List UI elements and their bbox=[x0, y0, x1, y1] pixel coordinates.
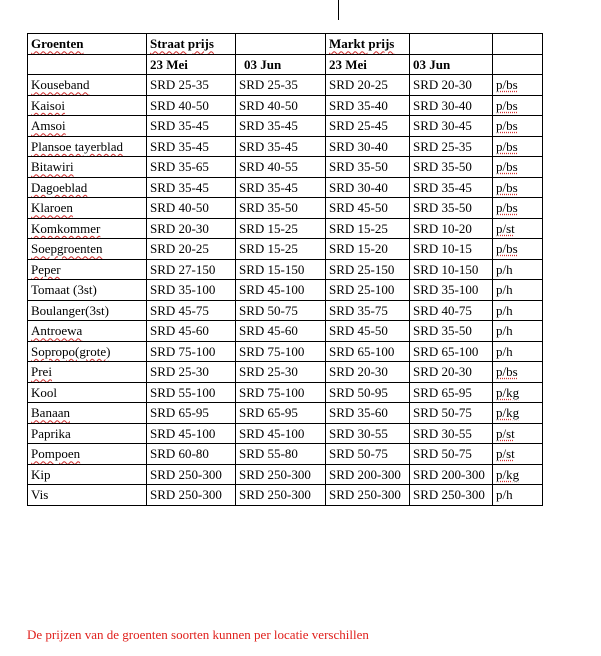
cell-unit-text: p/kg bbox=[496, 384, 520, 400]
cell-markt-23mei-text: SRD 250-300 bbox=[329, 487, 401, 503]
cell-markt-03jun-text: SRD 65-95 bbox=[413, 384, 472, 400]
cell-straat-23mei-text: SRD 35-45 bbox=[150, 179, 209, 195]
cell-straat-03jun-text: SRD 45-100 bbox=[239, 282, 305, 298]
cell-unit bbox=[493, 239, 543, 260]
cell-straat-03jun bbox=[236, 157, 326, 178]
cell-vegetable bbox=[28, 157, 147, 178]
header-row-1 bbox=[28, 34, 543, 55]
cell-straat-23mei bbox=[147, 218, 236, 239]
cell-markt-03jun bbox=[410, 464, 493, 485]
cell-unit bbox=[493, 444, 543, 465]
cell-straat-03jun bbox=[236, 136, 326, 157]
cell-vegetable bbox=[28, 362, 147, 383]
cell-straat-03jun-text: SRD 25-30 bbox=[239, 364, 298, 380]
cell-vegetable bbox=[28, 464, 147, 485]
header-empty-5 bbox=[493, 54, 543, 75]
cell-markt-03jun-text: SRD 10-20 bbox=[413, 220, 472, 236]
cell-markt-03jun bbox=[410, 259, 493, 280]
cell-markt-23mei-text: SRD 35-50 bbox=[329, 159, 388, 175]
cell-unit bbox=[493, 177, 543, 198]
header-empty-2 bbox=[410, 34, 493, 55]
cell-straat-23mei-text: SRD 250-300 bbox=[150, 487, 222, 503]
header-empty-4 bbox=[28, 54, 147, 75]
cell-unit-text: p/h bbox=[496, 261, 513, 277]
cell-straat-23mei bbox=[147, 403, 236, 424]
cell-straat-23mei-text: SRD 45-75 bbox=[150, 302, 209, 318]
cell-straat-03jun-text: SRD 35-45 bbox=[239, 138, 298, 154]
cell-markt-23mei bbox=[326, 280, 410, 301]
cell-unit bbox=[493, 382, 543, 403]
cell-markt-03jun bbox=[410, 95, 493, 116]
cell-markt-23mei-text: SRD 25-45 bbox=[329, 118, 388, 134]
cell-unit bbox=[493, 198, 543, 219]
cell-markt-23mei bbox=[326, 259, 410, 280]
cell-markt-03jun bbox=[410, 362, 493, 383]
cell-straat-03jun bbox=[236, 300, 326, 321]
cell-markt-23mei bbox=[326, 464, 410, 485]
cell-straat-23mei-text: SRD 45-60 bbox=[150, 323, 209, 339]
cell-vegetable bbox=[28, 300, 147, 321]
cell-unit bbox=[493, 341, 543, 362]
cell-unit bbox=[493, 280, 543, 301]
cell-markt-03jun-text: SRD 35-45 bbox=[413, 179, 472, 195]
cell-markt-03jun bbox=[410, 239, 493, 260]
cell-straat-03jun bbox=[236, 423, 326, 444]
cell-straat-03jun bbox=[236, 382, 326, 403]
cell-markt-03jun-text: SRD 200-300 bbox=[413, 466, 485, 482]
cell-markt-03jun bbox=[410, 321, 493, 342]
cell-straat-03jun bbox=[236, 485, 326, 506]
text-cursor bbox=[338, 0, 339, 20]
header-date-4: 03 Jun bbox=[410, 54, 493, 75]
cell-straat-23mei bbox=[147, 259, 236, 280]
cell-markt-03jun-text: SRD 20-30 bbox=[413, 364, 472, 380]
cell-straat-23mei bbox=[147, 177, 236, 198]
cell-straat-23mei bbox=[147, 300, 236, 321]
cell-markt-23mei-text: SRD 30-40 bbox=[329, 179, 388, 195]
cell-straat-03jun bbox=[236, 259, 326, 280]
table-row bbox=[28, 157, 543, 178]
cell-markt-23mei bbox=[326, 239, 410, 260]
cell-straat-03jun bbox=[236, 444, 326, 465]
cell-vegetable-text: Kouseband bbox=[31, 77, 90, 93]
cell-straat-23mei bbox=[147, 239, 236, 260]
cell-straat-23mei bbox=[147, 95, 236, 116]
cell-vegetable-text: Komkommer bbox=[31, 220, 101, 236]
cell-vegetable bbox=[28, 177, 147, 198]
cell-vegetable bbox=[28, 382, 147, 403]
cell-markt-03jun bbox=[410, 177, 493, 198]
cell-straat-03jun-text: SRD 75-100 bbox=[239, 343, 305, 359]
cell-markt-23mei bbox=[326, 403, 410, 424]
table-row bbox=[28, 95, 543, 116]
table-row bbox=[28, 464, 543, 485]
cell-markt-03jun-text: SRD 10-150 bbox=[413, 261, 479, 277]
cell-markt-23mei bbox=[326, 75, 410, 96]
cell-straat-03jun bbox=[236, 95, 326, 116]
cell-unit-text: p/bs bbox=[496, 179, 518, 195]
cell-straat-23mei-text: SRD 65-95 bbox=[150, 405, 209, 421]
header-markt: Markt prijs bbox=[326, 34, 410, 55]
cell-unit-text: p/bs bbox=[496, 241, 518, 257]
cell-markt-23mei bbox=[326, 485, 410, 506]
cell-vegetable bbox=[28, 444, 147, 465]
table-row bbox=[28, 485, 543, 506]
cell-unit bbox=[493, 464, 543, 485]
cell-markt-23mei bbox=[326, 177, 410, 198]
cell-markt-23mei-text: SRD 30-55 bbox=[329, 425, 388, 441]
cell-markt-03jun-text: SRD 35-50 bbox=[413, 323, 472, 339]
cell-unit bbox=[493, 136, 543, 157]
cell-straat-23mei bbox=[147, 198, 236, 219]
cell-markt-23mei-text: SRD 30-40 bbox=[329, 138, 388, 154]
cell-markt-23mei-text: SRD 35-75 bbox=[329, 302, 388, 318]
cell-straat-03jun bbox=[236, 362, 326, 383]
cell-vegetable bbox=[28, 280, 147, 301]
cell-markt-23mei bbox=[326, 321, 410, 342]
cell-vegetable bbox=[28, 423, 147, 444]
cell-markt-23mei-text: SRD 200-300 bbox=[329, 466, 401, 482]
cell-unit-text: p/h bbox=[496, 302, 513, 318]
cell-markt-03jun bbox=[410, 75, 493, 96]
cell-vegetable-text: Antroewa bbox=[31, 323, 83, 339]
cell-vegetable bbox=[28, 341, 147, 362]
cell-markt-03jun-text: SRD 30-55 bbox=[413, 425, 472, 441]
cell-straat-23mei-text: SRD 25-30 bbox=[150, 364, 209, 380]
cell-straat-23mei bbox=[147, 382, 236, 403]
cell-unit bbox=[493, 321, 543, 342]
cell-straat-23mei-text: SRD 35-65 bbox=[150, 159, 209, 175]
cell-unit-text: p/h bbox=[496, 282, 513, 298]
cell-markt-23mei bbox=[326, 382, 410, 403]
cell-unit bbox=[493, 403, 543, 424]
cell-vegetable-text: Tomaat (3st) bbox=[31, 282, 97, 298]
table-row bbox=[28, 423, 543, 444]
cell-straat-03jun-text: SRD 50-75 bbox=[239, 302, 298, 318]
cell-markt-23mei bbox=[326, 95, 410, 116]
cell-unit-text: p/bs bbox=[496, 159, 518, 175]
table-row bbox=[28, 116, 543, 137]
cell-markt-03jun-text: SRD 40-75 bbox=[413, 302, 472, 318]
cell-vegetable-text: Prei bbox=[31, 364, 52, 380]
cell-straat-03jun bbox=[236, 218, 326, 239]
cell-unit bbox=[493, 300, 543, 321]
cell-straat-03jun-text: SRD 40-55 bbox=[239, 159, 298, 175]
cell-markt-03jun-text: SRD 25-35 bbox=[413, 138, 472, 154]
cell-markt-23mei-text: SRD 45-50 bbox=[329, 323, 388, 339]
cell-straat-23mei bbox=[147, 341, 236, 362]
cell-markt-23mei-text: SRD 20-30 bbox=[329, 364, 388, 380]
cell-straat-03jun-text: SRD 15-25 bbox=[239, 220, 298, 236]
cell-unit-text: p/bs bbox=[496, 118, 518, 134]
cell-straat-23mei-text: SRD 27-150 bbox=[150, 261, 216, 277]
header-empty-1 bbox=[236, 34, 326, 55]
cell-vegetable-text: Kool bbox=[31, 384, 57, 400]
cell-markt-23mei bbox=[326, 157, 410, 178]
cell-vegetable-text: Boulanger(3st) bbox=[31, 302, 109, 318]
cell-straat-23mei-text: SRD 55-100 bbox=[150, 384, 216, 400]
cell-unit bbox=[493, 157, 543, 178]
cell-vegetable bbox=[28, 95, 147, 116]
cell-vegetable-text: Amsoi bbox=[31, 118, 66, 134]
cell-markt-23mei-text: SRD 50-95 bbox=[329, 384, 388, 400]
header-vegetable: Groenten bbox=[28, 34, 147, 55]
cell-straat-23mei bbox=[147, 321, 236, 342]
cell-straat-23mei bbox=[147, 75, 236, 96]
cell-markt-23mei bbox=[326, 116, 410, 137]
cell-unit-text: p/kg bbox=[496, 466, 520, 482]
cell-unit bbox=[493, 75, 543, 96]
cell-unit-text: p/st bbox=[496, 446, 515, 462]
cell-straat-03jun-text: SRD 75-100 bbox=[239, 384, 305, 400]
cell-unit-text: p/h bbox=[496, 323, 513, 339]
cell-markt-03jun bbox=[410, 116, 493, 137]
cell-straat-23mei-text: SRD 40-50 bbox=[150, 97, 209, 113]
cell-markt-03jun bbox=[410, 341, 493, 362]
table-row bbox=[28, 259, 543, 280]
cell-markt-23mei-text: SRD 35-60 bbox=[329, 405, 388, 421]
cell-straat-03jun bbox=[236, 341, 326, 362]
cell-vegetable-text: Peper bbox=[31, 261, 61, 277]
cell-markt-03jun bbox=[410, 157, 493, 178]
cell-vegetable bbox=[28, 75, 147, 96]
cell-unit-text: p/bs bbox=[496, 138, 518, 154]
cell-unit bbox=[493, 362, 543, 383]
cell-straat-23mei bbox=[147, 136, 236, 157]
cell-straat-23mei bbox=[147, 485, 236, 506]
price-table-body bbox=[28, 34, 543, 506]
cell-markt-23mei-text: SRD 20-25 bbox=[329, 77, 388, 93]
cell-markt-03jun bbox=[410, 280, 493, 301]
cell-markt-03jun bbox=[410, 444, 493, 465]
cell-straat-03jun-text: SRD 35-50 bbox=[239, 200, 298, 216]
cell-markt-03jun-text: SRD 50-75 bbox=[413, 405, 472, 421]
cell-straat-03jun bbox=[236, 321, 326, 342]
cell-straat-03jun bbox=[236, 75, 326, 96]
cell-vegetable-text: Klaroen bbox=[31, 200, 73, 216]
cell-unit bbox=[493, 423, 543, 444]
table-row bbox=[28, 300, 543, 321]
cell-straat-23mei-text: SRD 20-25 bbox=[150, 241, 209, 257]
cell-unit-text: p/bs bbox=[496, 97, 518, 113]
cell-markt-23mei-text: SRD 65-100 bbox=[329, 343, 395, 359]
cell-markt-03jun bbox=[410, 423, 493, 444]
cell-straat-03jun-text: SRD 45-100 bbox=[239, 425, 305, 441]
cell-unit-text: p/kg bbox=[496, 405, 520, 421]
cell-straat-23mei-text: SRD 35-45 bbox=[150, 138, 209, 154]
header-date-1: 23 Mei bbox=[147, 54, 236, 75]
cell-straat-23mei-text: SRD 20-30 bbox=[150, 220, 209, 236]
cell-markt-03jun-text: SRD 35-50 bbox=[413, 159, 472, 175]
cell-unit bbox=[493, 218, 543, 239]
cell-straat-23mei-text: SRD 25-35 bbox=[150, 77, 209, 93]
cell-vegetable bbox=[28, 485, 147, 506]
cell-unit-text: p/st bbox=[496, 425, 515, 441]
cell-straat-23mei bbox=[147, 280, 236, 301]
cell-markt-23mei bbox=[326, 136, 410, 157]
cell-straat-03jun-text: SRD 65-95 bbox=[239, 405, 298, 421]
cell-markt-03jun-text: SRD 65-100 bbox=[413, 343, 479, 359]
cell-straat-03jun bbox=[236, 239, 326, 260]
cell-markt-23mei-text: SRD 25-100 bbox=[329, 282, 395, 298]
cell-markt-23mei-text: SRD 25-150 bbox=[329, 261, 395, 277]
cell-markt-23mei bbox=[326, 362, 410, 383]
cell-straat-23mei bbox=[147, 423, 236, 444]
cell-vegetable bbox=[28, 403, 147, 424]
cell-vegetable-text: Pompoen bbox=[31, 446, 81, 462]
cell-unit bbox=[493, 116, 543, 137]
cell-straat-23mei bbox=[147, 444, 236, 465]
cell-vegetable bbox=[28, 136, 147, 157]
cell-markt-23mei-text: SRD 35-40 bbox=[329, 97, 388, 113]
cell-markt-23mei-text: SRD 15-25 bbox=[329, 220, 388, 236]
cell-vegetable bbox=[28, 321, 147, 342]
cell-markt-23mei bbox=[326, 218, 410, 239]
cell-markt-03jun bbox=[410, 485, 493, 506]
price-table bbox=[27, 33, 543, 506]
cell-vegetable bbox=[28, 198, 147, 219]
cell-markt-23mei bbox=[326, 198, 410, 219]
cell-straat-03jun bbox=[236, 177, 326, 198]
cell-straat-03jun-text: SRD 45-60 bbox=[239, 323, 298, 339]
table-row bbox=[28, 218, 543, 239]
cell-straat-23mei-text: SRD 35-45 bbox=[150, 118, 209, 134]
cell-markt-03jun bbox=[410, 300, 493, 321]
table-row bbox=[28, 75, 543, 96]
cell-straat-03jun-text: SRD 15-25 bbox=[239, 241, 298, 257]
header-row-2 bbox=[28, 54, 543, 75]
cell-vegetable-text: Paprika bbox=[31, 425, 71, 441]
cell-vegetable bbox=[28, 116, 147, 137]
cell-vegetable-text: Sopropo(grote) bbox=[31, 343, 111, 359]
cell-markt-03jun-text: SRD 10-15 bbox=[413, 241, 472, 257]
header-date-3: 23 Mei bbox=[326, 54, 410, 75]
cell-straat-03jun-text: SRD 35-45 bbox=[239, 118, 298, 134]
cell-unit-text: p/bs bbox=[496, 364, 518, 380]
cell-vegetable-text: Plansoe tayerblad bbox=[31, 138, 124, 154]
cell-straat-23mei-text: SRD 75-100 bbox=[150, 343, 216, 359]
cell-unit-text: p/h bbox=[496, 487, 513, 503]
cell-markt-03jun-text: SRD 35-100 bbox=[413, 282, 479, 298]
table-row bbox=[28, 321, 543, 342]
cell-unit-text: p/st bbox=[496, 220, 515, 236]
cell-straat-03jun bbox=[236, 280, 326, 301]
table-row bbox=[28, 341, 543, 362]
cell-markt-03jun bbox=[410, 136, 493, 157]
cell-vegetable-text: Dagoeblad bbox=[31, 179, 88, 195]
cell-unit bbox=[493, 485, 543, 506]
cell-straat-03jun-text: SRD 55-80 bbox=[239, 446, 298, 462]
cell-straat-23mei-text: SRD 45-100 bbox=[150, 425, 216, 441]
cell-unit bbox=[493, 259, 543, 280]
table-row bbox=[28, 136, 543, 157]
cell-markt-23mei bbox=[326, 341, 410, 362]
cell-straat-23mei-text: SRD 40-50 bbox=[150, 200, 209, 216]
cell-vegetable-text: Soepgroenten bbox=[31, 241, 103, 257]
cell-markt-03jun-text: SRD 35-50 bbox=[413, 200, 472, 216]
cell-markt-03jun bbox=[410, 198, 493, 219]
table-row bbox=[28, 177, 543, 198]
cell-straat-03jun-text: SRD 250-300 bbox=[239, 487, 311, 503]
table-row bbox=[28, 382, 543, 403]
cell-vegetable bbox=[28, 218, 147, 239]
table-row bbox=[28, 444, 543, 465]
cell-straat-03jun bbox=[236, 116, 326, 137]
cell-vegetable bbox=[28, 239, 147, 260]
cell-markt-23mei bbox=[326, 423, 410, 444]
cell-vegetable-text: Kaisoi bbox=[31, 97, 65, 113]
cell-markt-23mei-text: SRD 45-50 bbox=[329, 200, 388, 216]
cell-straat-03jun-text: SRD 40-50 bbox=[239, 97, 298, 113]
cell-markt-03jun-text: SRD 20-30 bbox=[413, 77, 472, 93]
cell-vegetable-text: Kip bbox=[31, 466, 51, 482]
table-row bbox=[28, 198, 543, 219]
cell-markt-03jun-text: SRD 30-45 bbox=[413, 118, 472, 134]
table-row bbox=[28, 362, 543, 383]
cell-markt-23mei-text: SRD 15-20 bbox=[329, 241, 388, 257]
cell-vegetable-text: Vis bbox=[31, 487, 49, 503]
cell-unit-text: p/bs bbox=[496, 77, 518, 93]
cell-straat-23mei bbox=[147, 362, 236, 383]
cell-straat-23mei bbox=[147, 464, 236, 485]
cell-straat-23mei bbox=[147, 116, 236, 137]
cell-straat-03jun bbox=[236, 403, 326, 424]
header-empty-3 bbox=[493, 34, 543, 55]
header-date-2: 03 Jun bbox=[236, 54, 326, 75]
cell-straat-03jun-text: SRD 250-300 bbox=[239, 466, 311, 482]
cell-markt-23mei-text: SRD 50-75 bbox=[329, 446, 388, 462]
table-row bbox=[28, 239, 543, 260]
cell-vegetable-text: Banaan bbox=[31, 405, 70, 421]
cell-straat-03jun-text: SRD 25-35 bbox=[239, 77, 298, 93]
cell-straat-23mei-text: SRD 250-300 bbox=[150, 466, 222, 482]
cell-unit bbox=[493, 95, 543, 116]
cell-straat-03jun bbox=[236, 198, 326, 219]
cell-vegetable-text: Bitawiri bbox=[31, 159, 74, 175]
cell-markt-03jun-text: SRD 250-300 bbox=[413, 487, 485, 503]
table-row bbox=[28, 403, 543, 424]
cell-markt-23mei bbox=[326, 300, 410, 321]
cell-unit-text: p/bs bbox=[496, 200, 518, 216]
cell-vegetable bbox=[28, 259, 147, 280]
cell-straat-23mei-text: SRD 60-80 bbox=[150, 446, 209, 462]
table-row bbox=[28, 280, 543, 301]
cell-markt-03jun bbox=[410, 218, 493, 239]
cell-straat-23mei-text: SRD 35-100 bbox=[150, 282, 216, 298]
cell-markt-03jun bbox=[410, 382, 493, 403]
cell-straat-03jun-text: SRD 35-45 bbox=[239, 179, 298, 195]
cell-markt-23mei bbox=[326, 444, 410, 465]
price-note: De prijzen van de groenten soorten kunnen per locatie verschillen bbox=[27, 627, 369, 642]
cell-markt-03jun-text: SRD 30-40 bbox=[413, 97, 472, 113]
cell-markt-03jun bbox=[410, 403, 493, 424]
header-straat: Straat prijs bbox=[147, 34, 236, 55]
cell-straat-03jun-text: SRD 15-150 bbox=[239, 261, 305, 277]
cell-markt-03jun-text: SRD 50-75 bbox=[413, 446, 472, 462]
cell-straat-23mei bbox=[147, 157, 236, 178]
cell-unit-text: p/h bbox=[496, 343, 513, 359]
cell-straat-03jun bbox=[236, 464, 326, 485]
